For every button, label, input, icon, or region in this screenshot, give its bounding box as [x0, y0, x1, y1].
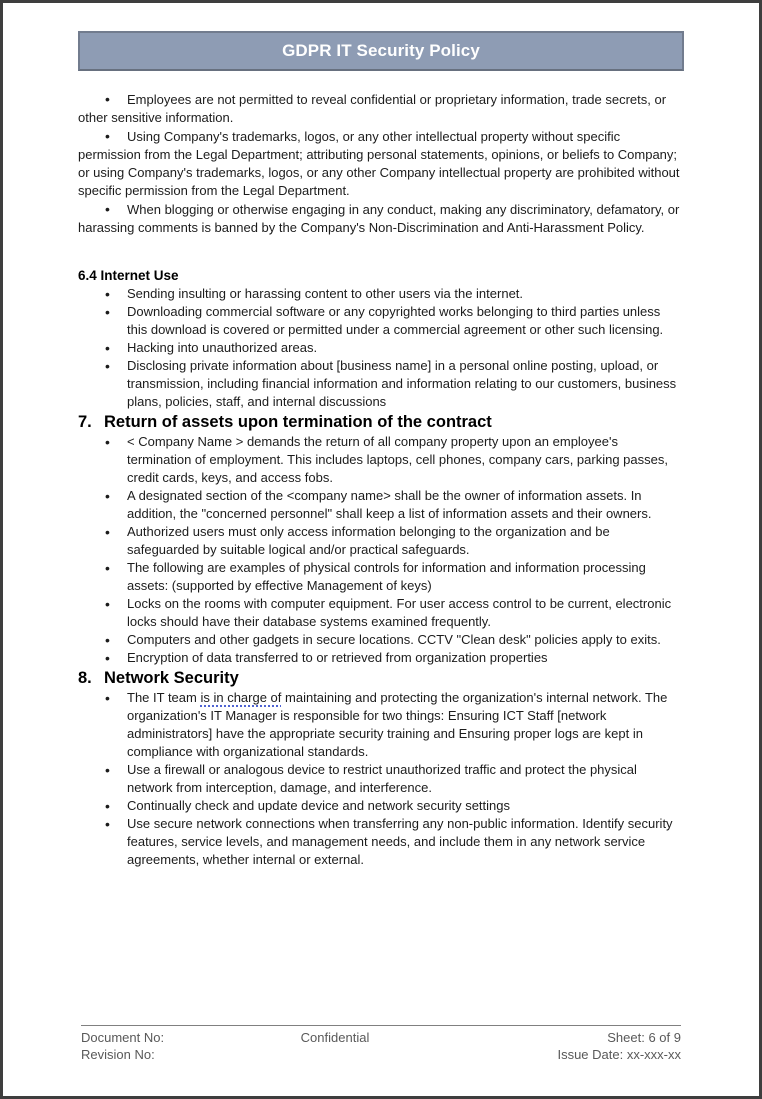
page-title: GDPR IT Security Policy — [282, 41, 480, 60]
heading-internet-use: 6.4 Internet Use — [78, 268, 179, 283]
list-item: • The following are examples of physical controls for information and information processing assets: (supported by effective Management of keys) — [127, 559, 684, 595]
sheet-label: Sheet: 6 of 9 — [607, 1030, 681, 1045]
heading-network-security — [78, 667, 684, 689]
list-item: • Disclosing private information about [business name] in a personal online posting, upload, or transmission, including financial information and information relating to our customers, business plans, policies, staff, and internal discussions — [127, 357, 684, 411]
footer-row-1 — [81, 1029, 681, 1046]
list-item: • Locks on the rooms with computer equipment. For user access control to be current, electronic locks should have their database systems examined frequently. — [127, 595, 684, 631]
list-internet-use — [78, 285, 684, 411]
bullet-icon — [105, 200, 127, 219]
header-banner — [78, 31, 684, 71]
document-no-label: Document No: — [81, 1030, 165, 1045]
list-item: • Computers and other gadgets in secure locations. CCTV "Clean desk" policies apply to exits. — [127, 631, 684, 649]
heading-number: 7. — [78, 413, 92, 431]
grammar-suggestion-text: is in charge of — [200, 690, 282, 705]
revision-no-label: Revision No: — [81, 1047, 155, 1062]
list-item: • A designated section of the <company name> shall be the owner of information assets. In addition, the "concerned personnel" shall keep a list of information assets and their owners. — [127, 487, 684, 523]
paragraph-text: maintaining and protecting the organization's internal network. The organization's IT Manager is responsible for two things: Ensuring ICT Staff [network administrators] have the appropriate security training and Ensuring proper logs are kept in compliance with organizational standards. — [127, 690, 668, 759]
list-item: • Authorized users must only access information belonging to the organization and be safeguarded by suitable logical and/or practical safeguards. — [127, 523, 684, 559]
bullet-paragraph — [78, 90, 684, 127]
list-return-of-assets — [78, 433, 684, 667]
page-footer — [81, 1025, 681, 1063]
heading-text: Return of assets upon termination of the contract — [104, 413, 492, 431]
heading-return-of-assets — [78, 411, 684, 433]
section-blogging-rules — [78, 90, 684, 237]
list-item: • Use secure network connections when transferring any non-public information. Identify security features, service levels, and management needs, and include them in any network service agreements, whether internal or external. — [127, 815, 684, 869]
heading-number: 8. — [78, 669, 92, 687]
footer-row-2 — [81, 1046, 681, 1063]
bullet-paragraph — [78, 127, 684, 200]
list-item: • Use a firewall or analogous device to restrict unauthorized traffic and protect the physical network from interception, damage, and interference. — [127, 761, 684, 797]
heading-text: Network Security — [104, 669, 239, 687]
paragraph-text: When blogging or otherwise engaging in any conduct, making any discriminatory, defamatory, or harassing comments is banned by the Company's Non-Discrimination and Anti-Harassment Policy. — [78, 202, 680, 235]
paragraph-text: Employees are not permitted to reveal confidential or proprietary information, trade secrets, or other sensitive information. — [78, 92, 667, 125]
issue-date-label: Issue Date: xx-xxx-xx — [557, 1047, 681, 1062]
bullet-paragraph — [78, 200, 684, 237]
list-item: • Sending insulting or harassing content to other users via the internet. — [127, 285, 684, 303]
list-network-security — [78, 689, 684, 869]
list-item — [127, 689, 684, 761]
bullet-icon — [105, 127, 127, 146]
bullet-icon — [105, 90, 127, 109]
list-item: • Continually check and update device and network security settings — [127, 797, 684, 815]
list-item: • Hacking into unauthorized areas. — [127, 339, 684, 357]
footer-spacer — [235, 1046, 435, 1063]
list-item: • Downloading commercial software or any copyrighted works belonging to third parties unless this download is covered or permitted under a commercial agreement or other such licensing. — [127, 303, 684, 339]
paragraph-text: Using Company's trademarks, logos, or any other intellectual property without specific permission from the Legal Department; attributing personal statements, opinions, or beliefs to Company; or using Company's trademarks, logos, or any other Company intellectual property are prohibited without specific permission from the Legal Department. — [78, 129, 680, 198]
paragraph-text: The IT team — [127, 690, 201, 705]
confidential-label: Confidential — [300, 1030, 370, 1045]
list-item: • < Company Name > demands the return of all company property upon an employee's termination of employment. This includes laptops, cell phones, company cars, parking passes, credit cards, keys, and access fobs. — [127, 433, 684, 487]
list-item: • Encryption of data transferred to or retrieved from organization properties — [127, 649, 684, 667]
